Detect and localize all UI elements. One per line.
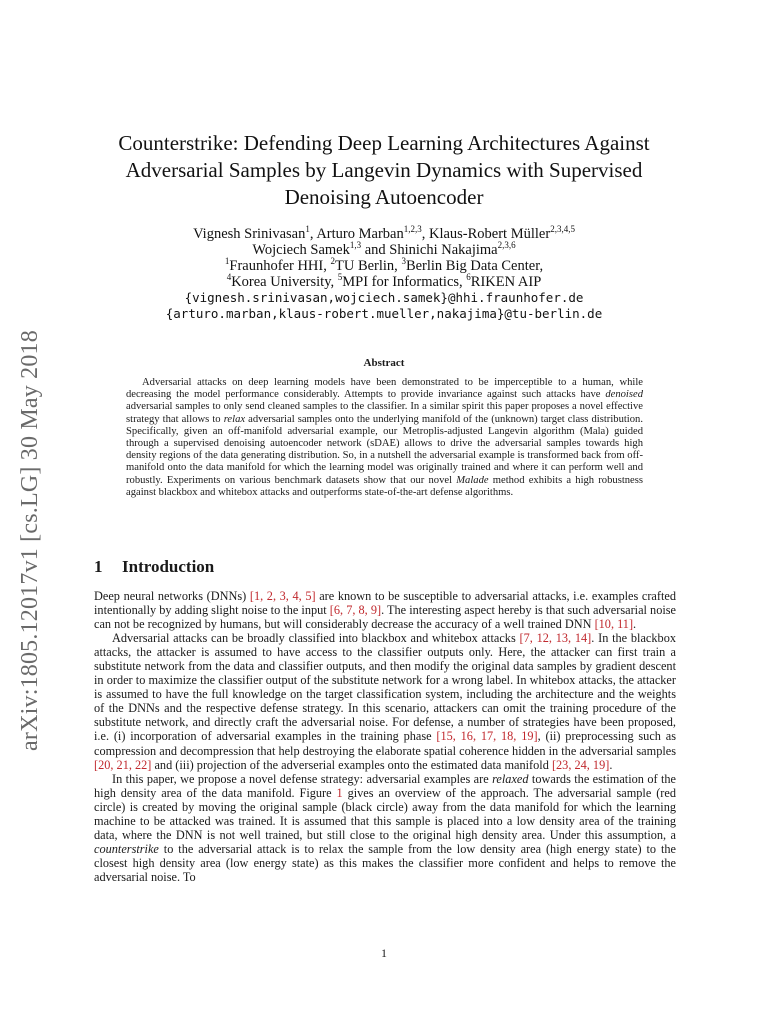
affiliation-line-1: [90, 258, 678, 274]
citation-link[interactable]: [6, 7, 8, 9]: [329, 603, 382, 618]
citation-link[interactable]: [15, 16, 17, 18, 19]: [436, 729, 538, 744]
separator: ,: [421, 226, 429, 242]
affiliation-marker: 1: [305, 224, 310, 235]
page-number: 1: [381, 946, 387, 960]
emphasis: relaxed: [492, 771, 529, 786]
paper-title: Counterstrike: Defending Deep Learning Architectures Against Adversarial Samples by Langevin Dynamics with Supervised Denoising Autoencoder: [118, 131, 650, 209]
affiliation-marker: 1: [224, 256, 230, 267]
citation-link[interactable]: [20, 21, 22]: [94, 757, 152, 772]
email-line-1: {vignesh.srinivasan,wojciech.samek}@hhi.fraunhofer.de: [184, 290, 584, 305]
arxiv-stamp-container: [8, 310, 52, 770]
affiliation-marker: 1,2,3: [403, 224, 422, 235]
body-text: [94, 589, 676, 884]
author-name: Arturo Marban: [316, 226, 404, 242]
separator: ,: [309, 226, 317, 242]
arxiv-stamp: arXiv:1805.12017v1 [cs.LG] 30 May 2018: [16, 329, 43, 751]
separator: and: [361, 242, 390, 258]
paragraph: Deep neural networks (DNNs) [1, 2, 3, 4, 5] are known to be susceptible to adversarial attacks, i.e. examples crafted intentionally by adding slight noise to the input [6, 7, 8, 9]. The interesting aspect hereby is that such adversarial noise can not be recognized by humans, but will considerably decrease the accuracy of a well trained DNN [10, 11].: [94, 589, 677, 632]
affiliation-name: Korea University,: [231, 274, 338, 290]
emphasis: denoised: [605, 389, 643, 401]
section-heading: [94, 557, 214, 577]
affiliation-name: TU Berlin,: [334, 258, 402, 274]
email-line-2: {arturo.marban,klaus-robert.mueller,nakajima}@tu-berlin.de: [165, 306, 603, 321]
section-number: 1: [94, 557, 103, 576]
paragraph: In this paper, we propose a novel defense strategy: adversarial examples are relaxed towards the estimation of the high density area of the data manifold. Figure 1 gives an overview of the approach. The adversarial sample (red circle) is created by moving the original sample (black circle) away from the data manifold for which the learning machine to be attacked was trained. It is assumed that this sample is placed into a low density area of the training data, where the DNN is not well trained, but still close to the original high density area. Under this assumption, a counterstrike to the adversarial attack is to relax the sample from the low density area (high energy state) to the closest high density area (low energy state) as this makes the classifier more confident and helps to remove the adversarial noise. To: [94, 771, 676, 884]
author-name: Wojciech Samek: [252, 242, 350, 258]
author-name: Klaus-Robert Müller: [428, 226, 551, 242]
affiliation-name: Fraunhofer HHI,: [229, 258, 331, 274]
author-name: Shinichi Nakajima: [389, 242, 498, 258]
affiliation-marker: 6: [466, 272, 471, 283]
affiliation-marker: 2: [330, 256, 335, 267]
abstract-heading: Abstract: [363, 357, 405, 369]
affiliation-name: RIKEN AIP: [470, 274, 542, 290]
citation-link[interactable]: [7, 12, 13, 14]: [519, 631, 592, 646]
citation-link[interactable]: [10, 11]: [594, 617, 634, 632]
affiliation-marker: 5: [337, 272, 343, 283]
affiliation-marker: 3: [401, 256, 406, 267]
paragraph: Adversarial attacks can be broadly classified into blackbox and whitebox attacks [7, 12, 13, 14]. In the blackbox attacks, the attacker is assumed to have access to the classifier outputs only. Here, the attacker can first train a substitute network from the data and classifier outputs, and then modify the original data samples by gradient descent in order to maximize the classifier output of the substitute network for a wrong label. In whitebox attacks, the attacker is assumed to have the full knowledge on the target classification system, including the architecture and the weights of the DNNs and the respective defense strategy. In this scenario, attackers can omit the training procedure of the substitute network, and directly craft the adversarial noise. For defense, a number of strategies have been proposed, i.e. (i) incorporation of adversarial examples in the training phase [15, 16, 17, 18, 19], (ii) preprocessing such as compression and decompression that help destroying the elaborate spatial coherence hidden in the adversarial samples [20, 21, 22] and (iii) projection of the adverserial examples onto the estimated data manifold [23, 24, 19].: [94, 631, 676, 772]
author-block: [90, 226, 678, 322]
affiliation-name: Berlin Big Data Center,: [405, 258, 544, 274]
author-line-2: [90, 242, 678, 258]
author-name: Vignesh Srinivasan: [193, 226, 306, 242]
citation-link[interactable]: [1, 2, 3, 4, 5]: [249, 589, 316, 603]
author-line-1: [90, 226, 678, 242]
abstract-text: Adversarial attacks on deep learning models have been demonstrated to be imperceptible to a human, while decreasing the model performance considerably. Attempts to provide invariance against such attacks have denoised adversarial samples to only send cleaned samples to the classifier. In a similar spirit this paper proposes a novel effective strategy that allows to relax adversarial samples onto the underlying manifold of the (unknown) target class distribution. Specifically, given an off-manifold adversarial example, our Metroplis-adjusted Langevin algorithm (Mala) guided through a supervised denoising autoencoder network (sDAE) allows to drive the adversarial samples towards high density regions of the data generating distribution. So, in a nutshell the adversarial example is transformed back from off-manifold onto the data manifold for which the learning model was originally trained and where it can perform well and robustly. Experiments on various benchmark datasets show that our novel Malade method exhibits a high robustness against blackbox and whitebox attacks and outperforms state-of-the-art defense algorithms.: [126, 377, 644, 498]
emphasis: relax: [223, 413, 246, 425]
affiliation-marker: 2,3,4,5: [550, 224, 575, 235]
emphasis: counterstrike: [94, 841, 159, 856]
figure-link[interactable]: 1: [336, 785, 343, 800]
affiliation-marker: 4: [226, 272, 232, 283]
section-title: Introduction: [122, 557, 215, 576]
emphasis: Malade: [456, 474, 489, 486]
affiliation-line-2: [90, 274, 678, 290]
affiliation-marker: 1,3: [349, 240, 362, 251]
affiliation-marker: 2,3,6: [497, 240, 516, 251]
affiliation-name: MPI for Informatics,: [342, 274, 467, 290]
citation-link[interactable]: [23, 24, 19]: [551, 757, 610, 772]
